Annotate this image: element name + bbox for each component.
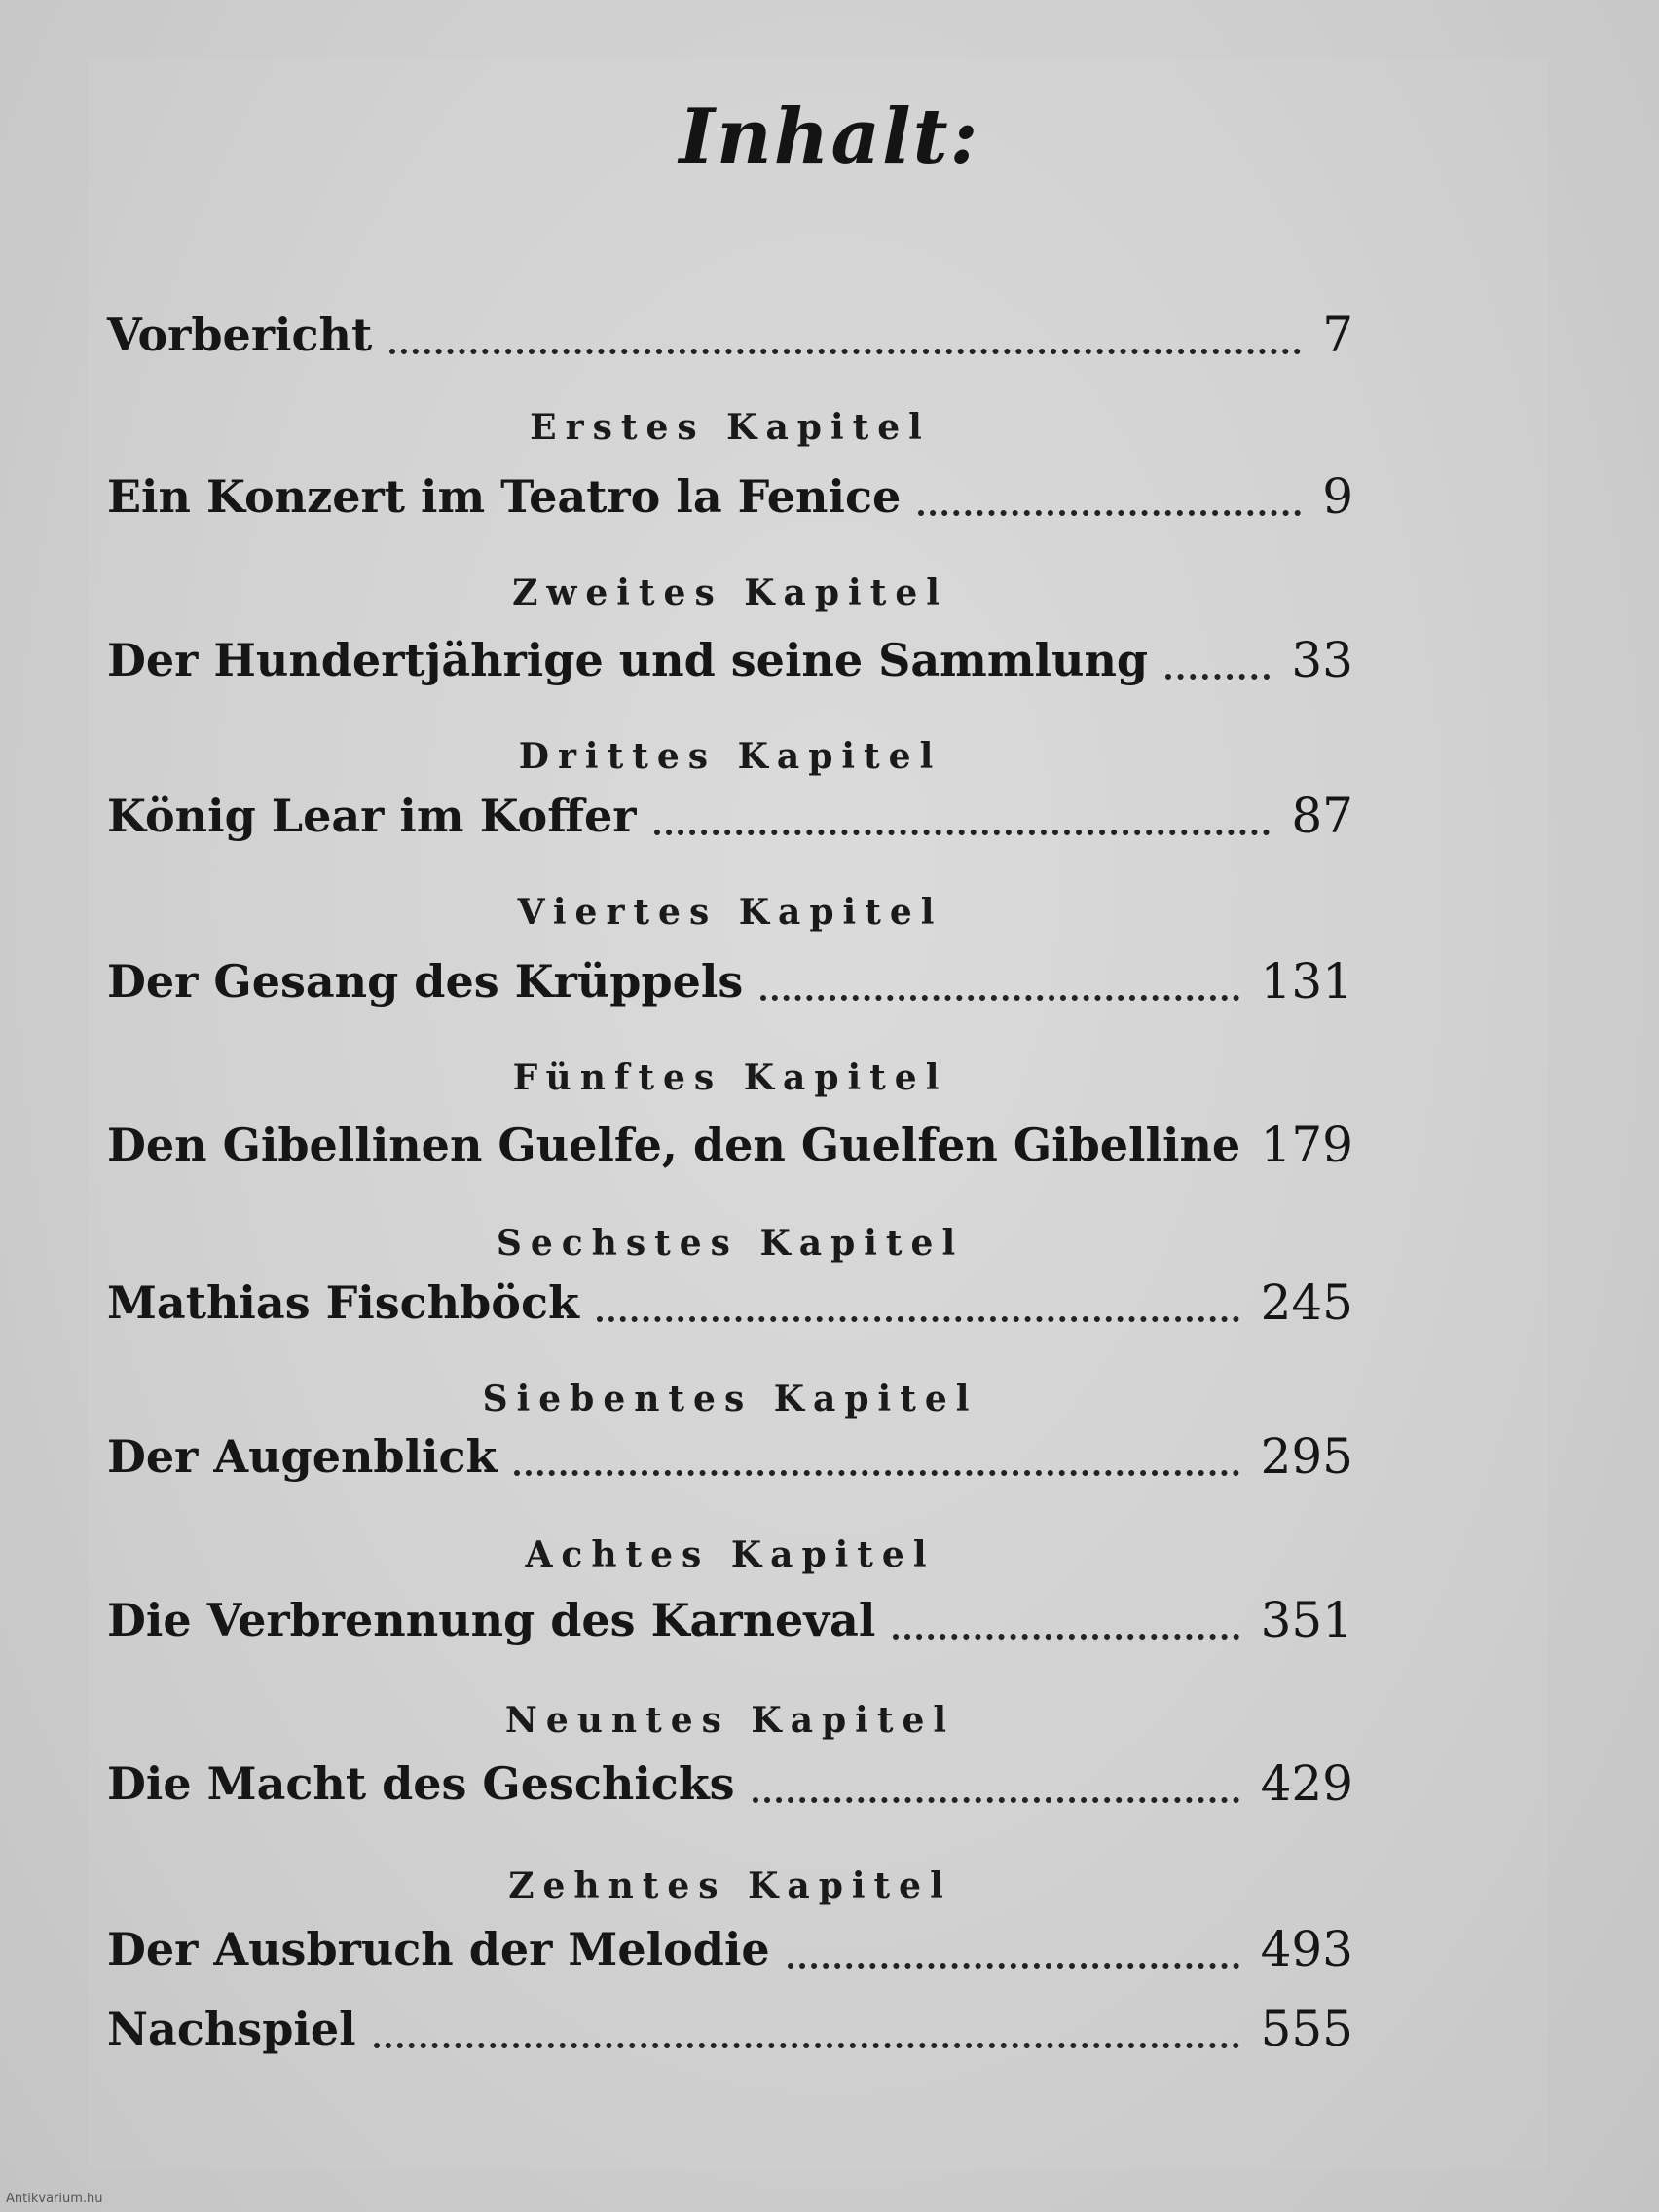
toc-entry-title: Ein Konzert im Teatro la Fenice [107, 470, 902, 523]
dot-leader [389, 329, 1301, 354]
toc-entry [107, 1745, 1353, 1823]
toc-entry-title: Den Gibellinen Guelfe, den Guelfen Gibelline [107, 1119, 1241, 1171]
chapter-heading-7: Siebentes Kapitel [482, 1379, 978, 1419]
chapter-heading-5: Fünftes Kapitel [512, 1057, 948, 1098]
dot-leader [788, 1943, 1239, 1969]
dot-leader [597, 1297, 1239, 1322]
toc-entry-title: Die Macht des Geschicks [107, 1757, 735, 1810]
toc-entry [107, 1418, 1353, 1495]
toc-entry [107, 1581, 1353, 1659]
chapter-heading-6: Sechstes Kapitel [496, 1223, 965, 1264]
toc-entry-page: 351 [1260, 1592, 1353, 1648]
toc-entry [107, 296, 1353, 374]
toc-entry [107, 458, 1353, 535]
toc-entry-title: Mathias Fischböck [107, 1276, 579, 1329]
chapter-heading-1: Erstes Kapitel [530, 407, 931, 448]
toc-entry-page: 33 [1291, 632, 1353, 688]
toc-entry-title: Die Verbrennung des Karneval [107, 1594, 876, 1646]
toc-entry-title: Der Hundertjährige und seine Sammlung [107, 634, 1149, 686]
toc-entry-page: 87 [1291, 788, 1353, 844]
watermark: Antikvarium.hu [6, 2192, 103, 2206]
dot-leader [374, 2023, 1239, 2048]
toc-entry-page: 131 [1260, 953, 1353, 1010]
toc-entry-page: 7 [1322, 307, 1353, 363]
toc-entry [107, 1106, 1353, 1184]
toc-entry-title: Der Gesang des Krüppels [107, 955, 744, 1008]
toc-entry-page: 429 [1260, 1755, 1353, 1812]
chapter-heading-8: Achtes Kapitel [525, 1534, 936, 1575]
dot-leader [760, 976, 1239, 1001]
toc-entry-page: 9 [1322, 468, 1353, 525]
toc-entry-page: 245 [1260, 1274, 1353, 1331]
dot-leader [753, 1778, 1239, 1803]
toc-entry-title: König Lear im Koffer [107, 790, 637, 842]
chapter-heading-3: Drittes Kapitel [518, 736, 942, 777]
toc-entry-page: 493 [1260, 1921, 1353, 1977]
toc-entry-page: 555 [1260, 2001, 1353, 2057]
toc-entry [107, 621, 1353, 699]
toc-entry-page: 179 [1260, 1117, 1353, 1173]
toc-entry [107, 1990, 1353, 2068]
toc-entry-title: Vorbericht [107, 309, 373, 361]
toc-entry-title: Nachspiel [107, 2003, 356, 2055]
toc-entry-title: Der Augenblick [107, 1430, 498, 1483]
toc-entry [107, 1264, 1353, 1342]
toc-entry [107, 1910, 1353, 1988]
chapter-heading-9: Neuntes Kapitel [504, 1700, 956, 1741]
dot-leader [893, 1614, 1239, 1640]
chapter-heading-2: Zweites Kapitel [512, 572, 948, 613]
page-title: Inhalt: [679, 92, 980, 181]
chapter-heading-10: Zehntes Kapitel [508, 1865, 952, 1906]
chapter-heading-4: Viertes Kapitel [517, 892, 943, 933]
dot-leader [514, 1451, 1239, 1476]
toc-entry-title: Der Ausbruch der Melodie [107, 1923, 770, 1975]
toc-entry-page: 295 [1260, 1428, 1353, 1485]
toc-entry [107, 942, 1353, 1020]
dot-leader [654, 810, 1270, 835]
toc-entry [107, 777, 1353, 855]
